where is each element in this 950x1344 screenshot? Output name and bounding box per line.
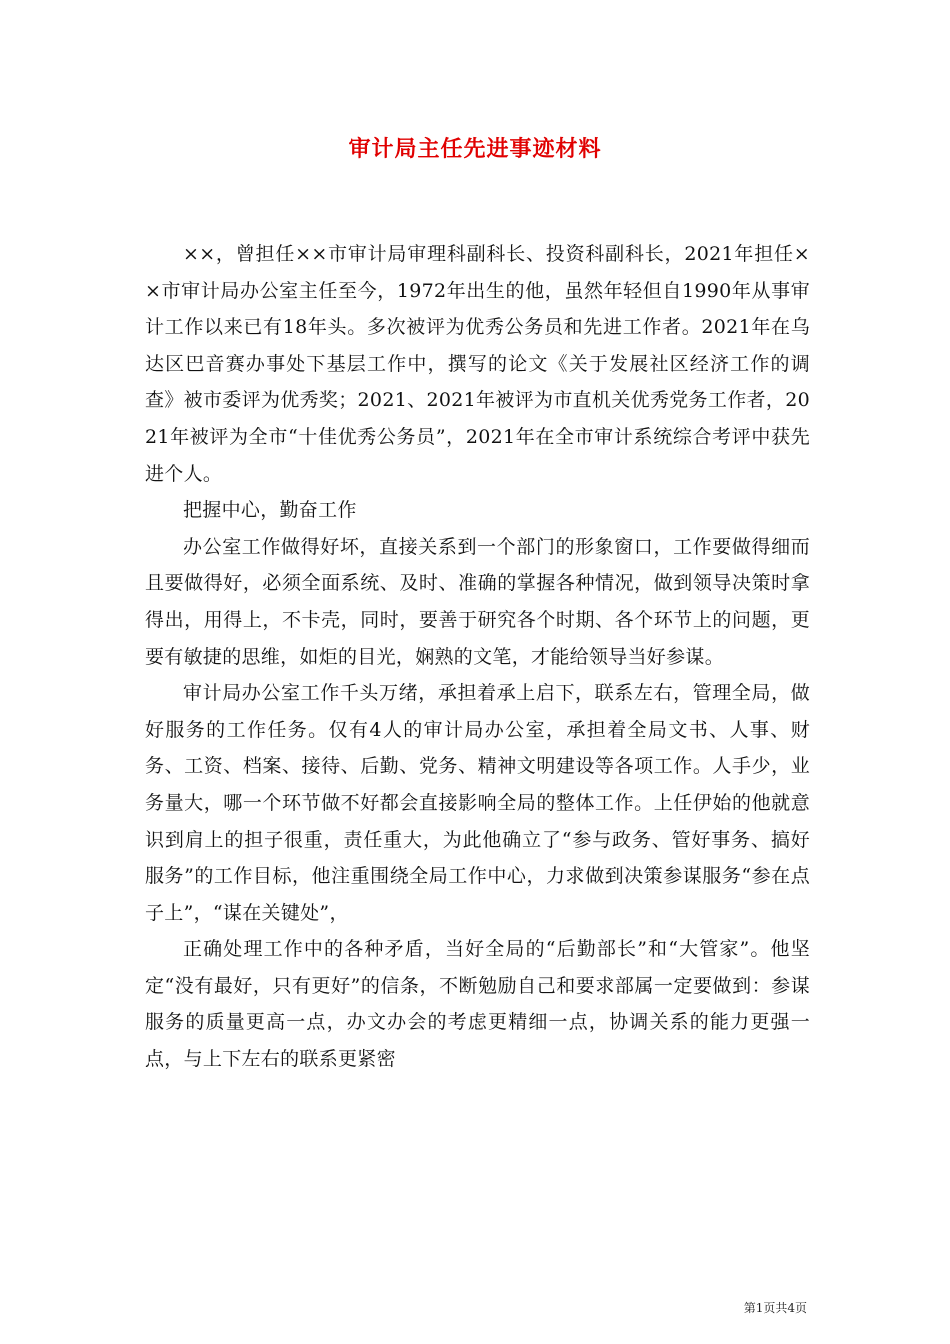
paragraph-office-work: 办公室工作做得好坏，直接关系到一个部门的形象窗口，工作要做得细而且要做得好，必须全面系统、及时、准确的掌握各种情况，做到领导决策时拿得出，用得上，不卡壳，同时，要善于研究各个时期、各个环节上的问题，更要有敏捷的思维，如炬的目光，娴熟的文笔，才能给领导当好参谋。 bbox=[145, 535, 810, 668]
document-body bbox=[145, 236, 810, 1078]
document-title: 审计局主任先进事迹材料 bbox=[348, 136, 602, 162]
section-heading: 把握中心，勤奋工作 bbox=[183, 499, 357, 522]
paragraph-office-duties: 审计局办公室工作千头万绪，承担着承上启下，联系左右，管理全局，做好服务的工作任务。仅有4人的审计局办公室，承担着全局文书、人事、财务、工资、档案、接待、后勤、党务、精神文明建设等各项工作。人手少，业务量大，哪一个环节做不好都会直接影响全局的整体工作。上任伊始的他就意识到肩上的担子很重，责任重大，为此他确立了“参与政务、管好事务、搞好服务”的工作目标，他注重围绕全局工作中心，力求做到决策参谋服务“参在点子上”，“谋在关键处”， bbox=[145, 682, 810, 924]
paragraph-intro: ××，曾担任××市审计局审理科副科长、投资科副科长，2021年担任××市审计局办公室主任至今，1972年出生的他，虽然年轻但自1990年从事审计工作以来已有18年头。多次被评为优秀公务员和先进工作者。2021年在乌达区巴音赛办事处下基层工作中，撰写的论文《关于发展社区经济工作的调查》被市委评为优秀奖；2021、2021年被评为市直机关优秀党务工作者，2021年被评为全市“十佳优秀公务员”，2021年在全市审计系统综合考评中获先进个人。 bbox=[145, 243, 810, 485]
page-number: 第1页共4页 bbox=[743, 1301, 807, 1315]
paragraph-contradictions: 正确处理工作中的各种矛盾，当好全局的“后勤部长”和“大管家”。他坚定“没有最好，只有更好”的信条，不断勉励自己和要求部属一定要做到：参谋服务的质量更高一点，办文办会的考虑更精细一点，协调关系的能力更强一点，与上下左右的联系更紧密 bbox=[145, 938, 810, 1071]
